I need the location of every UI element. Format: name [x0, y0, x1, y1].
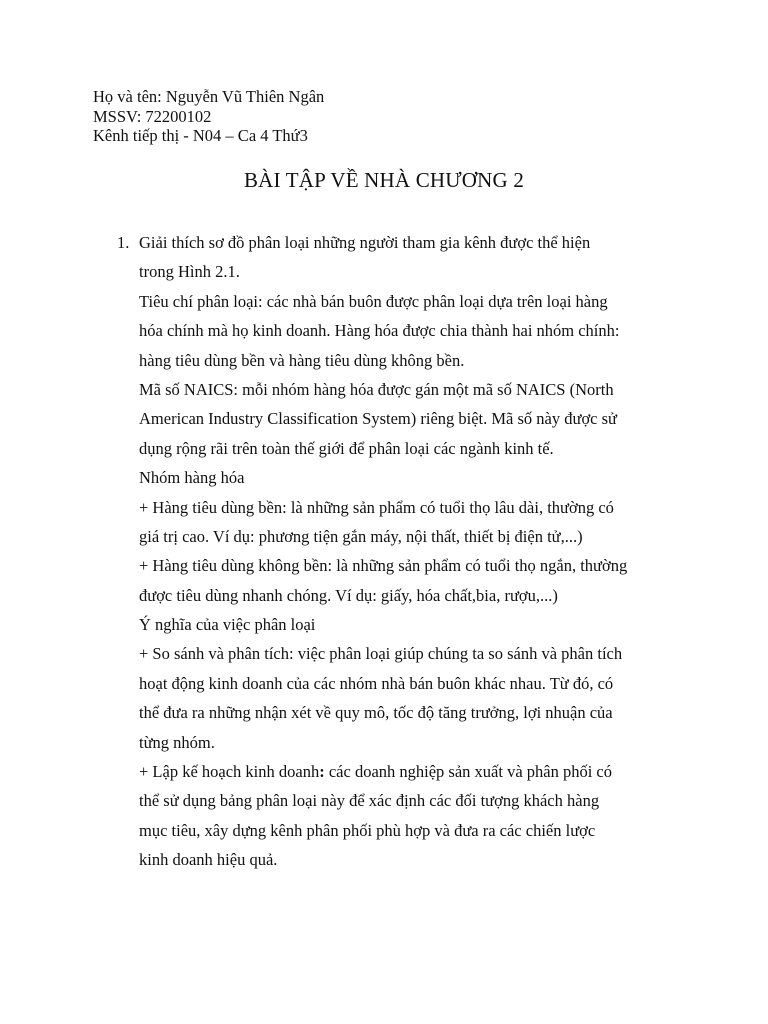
- plan-prefix: + Lập kế hoạch kinh doanh: [139, 762, 320, 782]
- text-line: thể sử dụng bảng phân loại này để xác định các đối tượng khách hàng: [139, 791, 600, 811]
- text-line: trong Hình 2.1.: [139, 262, 240, 282]
- student-header: [93, 87, 324, 146]
- text-line: Mã số NAICS: mỗi nhóm hàng hóa được gán một mã số NAICS (North: [139, 379, 614, 399]
- text-line: Nhóm hàng hóa: [139, 468, 245, 488]
- text-line: từng nhóm.: [139, 732, 215, 752]
- plan-line: [139, 757, 699, 786]
- text-line: giá trị cao. Ví dụ: phương tiện gắn máy, nội thất, thiết bị điện tử,...): [139, 526, 583, 546]
- text-line: American Industry Classification System) riêng biệt. Mã số này được sử: [139, 409, 617, 429]
- text-line: + So sánh và phân tích: việc phân loại giúp chúng ta so sánh và phân tích: [139, 644, 623, 664]
- class-info: Kênh tiếp thị - N04 – Ca 4 Thứ3: [93, 126, 308, 145]
- plan-colon: :: [319, 762, 325, 782]
- text-line: hóa chính mà họ kinh doanh. Hàng hóa được chia thành hai nhóm chính:: [139, 321, 620, 341]
- text-line: hàng tiêu dùng bền và hàng tiêu dùng không bền.: [139, 350, 465, 370]
- text-line: + Hàng tiêu dùng bền: là những sản phẩm có tuổi thọ lâu dài, thường có: [139, 497, 614, 517]
- student-name: Họ và tên: Nguyễn Vũ Thiên Ngân: [93, 87, 325, 106]
- question-number: 1.: [117, 233, 130, 252]
- text-line: Giải thích sơ đồ phân loại những người tham gia kênh được thể hiện: [139, 233, 591, 252]
- text-line: hoạt động kinh doanh của các nhóm nhà bán buôn khác nhau. Từ đó, có: [139, 673, 614, 693]
- text-line: + Hàng tiêu dùng không bền: là những sản phẩm có tuổi thọ ngắn, thường: [139, 556, 628, 576]
- text-line: được tiêu dùng nhanh chóng. Ví dụ: giấy, hóa chất,bia, rượu,...): [139, 585, 558, 605]
- text-line: Tiêu chí phân loại: các nhà bán buôn được phân loại dựa trên loại hàng: [139, 291, 608, 311]
- text-line: kinh doanh hiệu quả.: [139, 850, 278, 870]
- question-body: [139, 228, 699, 875]
- student-id: MSSV: 72200102: [93, 106, 212, 126]
- plan-rest: các doanh nghiệp sản xuất và phân phối có: [324, 762, 613, 782]
- text-line: dụng rộng rãi trên toàn thế giới để phân loại các ngành kinh tế.: [139, 438, 554, 458]
- page-title: BÀI TẬP VỀ NHÀ CHƯƠNG 2: [243, 168, 525, 192]
- text-line: mục tiêu, xây dựng kênh phân phối phù hợp và đưa ra các chiến lược: [139, 820, 596, 840]
- text-line: Ý nghĩa của việc phân loại: [139, 615, 316, 635]
- text-line: thể đưa ra những nhận xét về quy mô, tốc độ tăng trưởng, lợi nhuận của: [139, 703, 613, 723]
